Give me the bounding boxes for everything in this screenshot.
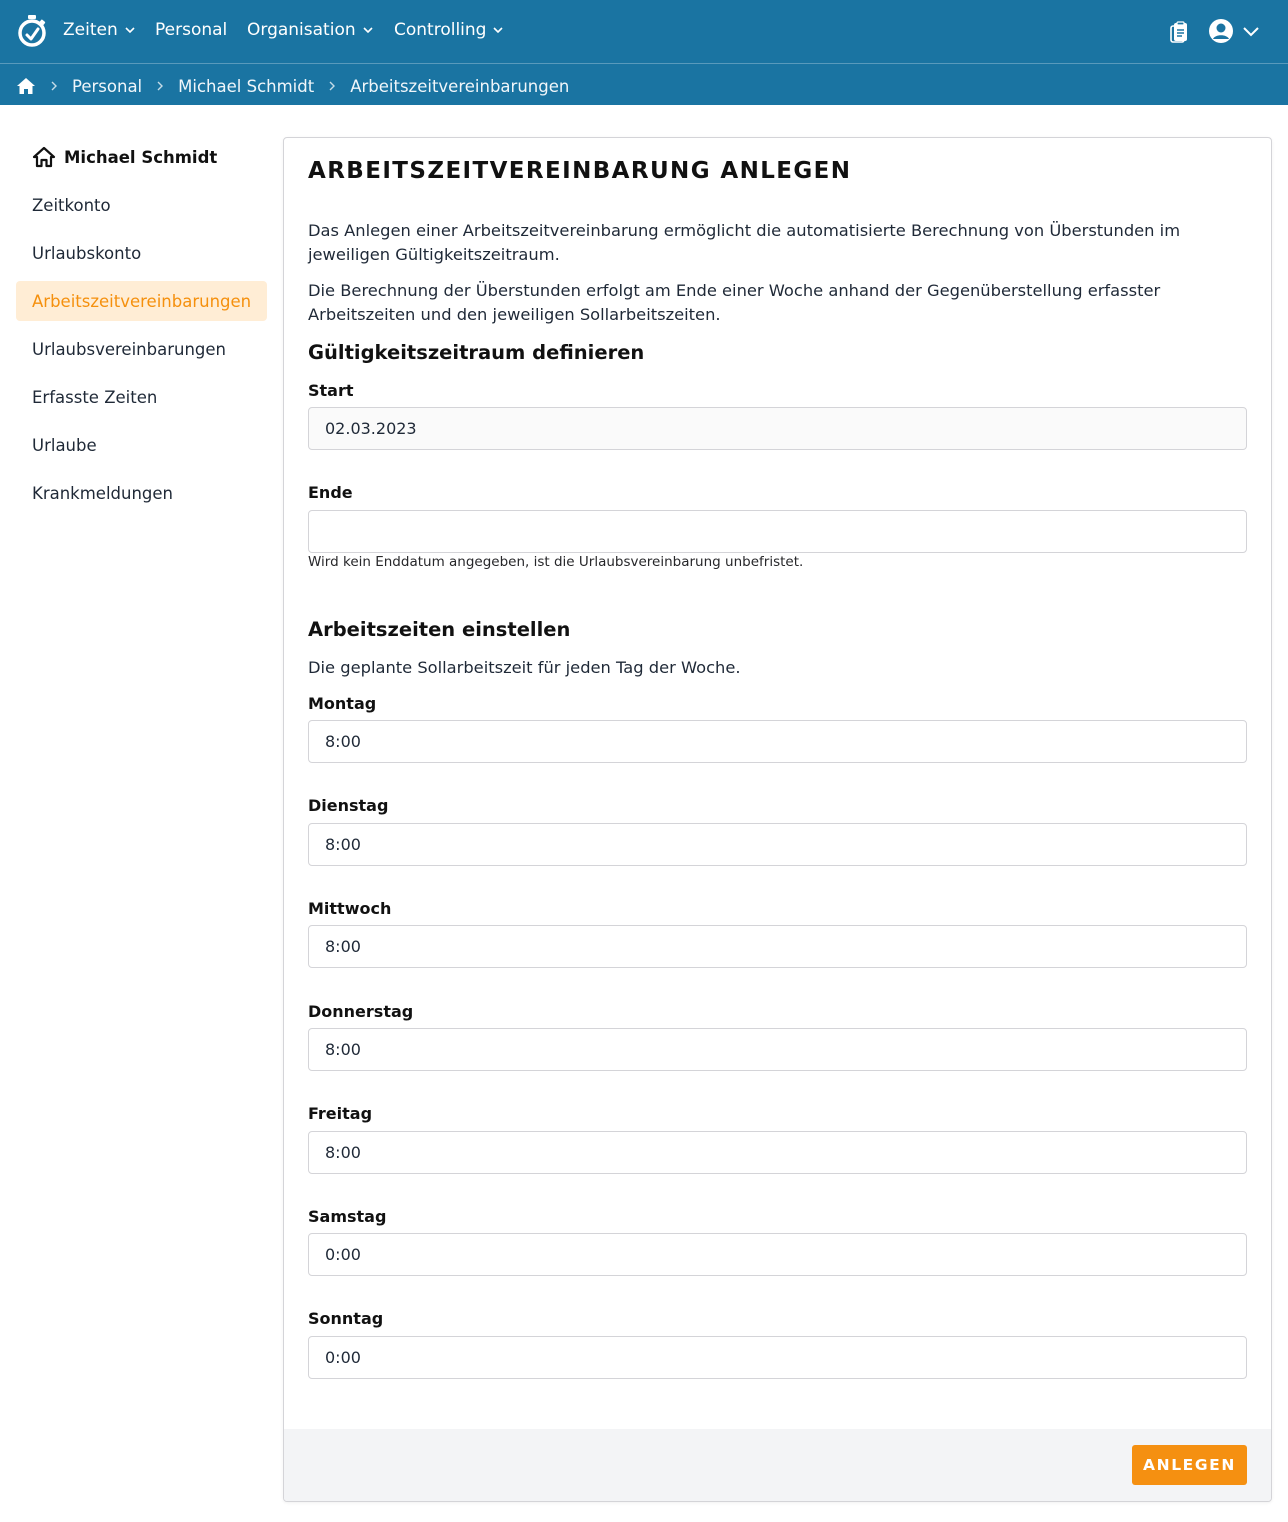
user-menu[interactable] <box>1208 18 1260 44</box>
nav-organisation[interactable] <box>247 20 374 40</box>
freitag-label: Freitag <box>308 1104 373 1123</box>
montag-input[interactable] <box>308 720 1247 763</box>
page-title: ARBEITSZEITVEREINBARUNG ANLEGEN <box>308 158 852 184</box>
sidebar <box>16 137 267 513</box>
worktimes-section-title: Arbeitszeiten einstellen <box>308 618 571 641</box>
sidebar-item-urlaube[interactable]: Urlaube <box>32 435 97 455</box>
breadcrumb <box>16 74 569 98</box>
house-icon <box>32 146 56 168</box>
sidebar-item-krankmeldungen[interactable]: Krankmeldungen <box>32 483 174 503</box>
montag-label: Montag <box>308 694 377 713</box>
main-nav <box>0 0 1288 64</box>
dienstag-input[interactable] <box>308 823 1247 866</box>
nav-controlling[interactable] <box>394 20 504 40</box>
mittwoch-label: Mittwoch <box>308 899 392 918</box>
sidebar-item-erfasste-zeiten[interactable]: Erfasste Zeiten <box>32 387 158 407</box>
samstag-label: Samstag <box>308 1207 387 1226</box>
breadcrumb-current[interactable]: Arbeitszeitvereinbarungen <box>350 76 570 96</box>
dienstag-label: Dienstag <box>308 796 389 815</box>
chevron-down-icon <box>124 24 136 36</box>
breadcrumb-employee[interactable]: Michael Schmidt <box>178 76 315 96</box>
chevron-down-icon <box>1242 22 1260 40</box>
mittwoch-input[interactable] <box>308 925 1247 968</box>
nav-personal[interactable] <box>155 20 227 40</box>
sonntag-label: Sonntag <box>308 1309 384 1328</box>
end-label: Ende <box>308 483 353 502</box>
sidebar-item-urlaubsvereinbarungen[interactable]: Urlaubsvereinbarungen <box>32 339 226 359</box>
validity-section-title: Gültigkeitszeitraum definieren <box>308 341 645 364</box>
chevron-right-icon <box>154 80 166 92</box>
nav-zeiten[interactable] <box>63 20 136 40</box>
app-header <box>0 0 1288 105</box>
donnerstag-input[interactable] <box>308 1028 1247 1071</box>
sidebar-item-zeitkonto[interactable]: Zeitkonto <box>32 195 111 215</box>
intro-text-1: Das Anlegen einer Arbeitszeitvereinbarung ermöglicht die automatisierte Berechnung von Überstunden im jeweiligen Gültigkeitszeitraum. <box>308 221 1181 264</box>
form-card <box>283 137 1272 1502</box>
chevron-right-icon <box>48 80 60 92</box>
chevron-down-icon <box>492 24 504 36</box>
sidebar-header[interactable] <box>16 137 267 177</box>
end-date-input[interactable] <box>308 510 1247 553</box>
anlegen-button[interactable]: ANLEGEN <box>1132 1445 1247 1485</box>
sidebar-item-urlaubskonto[interactable]: Urlaubskonto <box>32 243 142 263</box>
sonntag-input[interactable] <box>308 1336 1247 1379</box>
sidebar-item-arbeitszeitvereinbarungen[interactable]: Arbeitszeitvereinbarungen <box>16 281 267 321</box>
intro-text-2: Die Berechnung der Überstunden erfolgt am Ende einer Woche anhand der Gegenüberstellung erfasster Arbeitszeiten und den jeweiligen Sollarbeitszeiten. <box>308 281 1161 324</box>
breadcrumb-personal[interactable]: Personal <box>72 76 143 96</box>
donnerstag-label: Donnerstag <box>308 1002 414 1021</box>
clipboard-icon[interactable] <box>1168 20 1192 44</box>
start-label: Start <box>308 381 354 400</box>
nav-personal-label: Personal <box>155 20 228 40</box>
user-account-icon <box>1208 18 1234 44</box>
end-date-hint: Wird kein Enddatum angegeben, ist die Urlaubsvereinbarung unbefristet. <box>308 554 804 570</box>
nav-zeiten-label: Zeiten <box>63 20 118 40</box>
stopwatch-logo-icon[interactable] <box>16 14 48 48</box>
nav-controlling-label: Controlling <box>394 20 487 40</box>
freitag-input[interactable] <box>308 1131 1247 1174</box>
worktimes-description: Die geplante Sollarbeitszeit für jeden Tag der Woche. <box>308 658 741 677</box>
chevron-down-icon <box>362 24 374 36</box>
start-date-input[interactable] <box>308 407 1247 450</box>
chevron-right-icon <box>326 80 338 92</box>
samstag-input[interactable] <box>308 1233 1247 1276</box>
sidebar-title: Michael Schmidt <box>64 147 218 167</box>
nav-organisation-label: Organisation <box>247 20 356 40</box>
form-footer <box>284 1429 1271 1502</box>
home-icon[interactable] <box>16 77 36 95</box>
